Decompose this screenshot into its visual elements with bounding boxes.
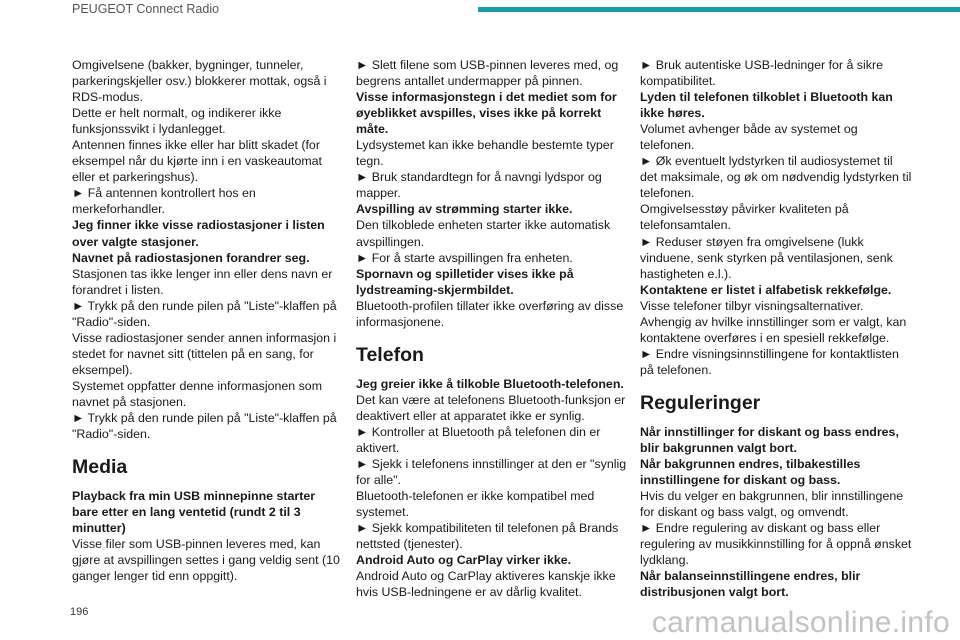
text-column-1 — [72, 57, 344, 584]
problem-statement: Spornavn og spilletider vises ikke på lydstreaming-skjermbildet. — [356, 266, 574, 297]
problem-statement: Kontaktene er listet i alfabetisk rekkefølge. — [640, 282, 892, 297]
paragraph: Stasjonen tas ikke lenger inn eller dens navn er forandret i listen. — [72, 266, 333, 297]
paragraph: Antennen finnes ikke eller har blitt skadet (for eksempel når du kjørte inn i en vaskeautomat eller et parkeringshus). — [72, 138, 323, 185]
page-number: 196 — [70, 606, 89, 618]
paragraph: Systemet oppfatter denne informasjonen som navnet på stasjonen. — [72, 378, 323, 409]
paragraph: Bluetooth-telefonen er ikke kompatibel med systemet. — [356, 489, 595, 520]
section-heading: Reguleringer — [640, 391, 761, 414]
paragraph: ► Sjekk kompatibiliteten til telefonen på Brands nettsted (tjenester). — [356, 521, 619, 552]
text-column-3 — [640, 57, 912, 600]
paragraph: ► For å starte avspillingen fra enheten. — [356, 250, 573, 265]
paragraph: ► Øk eventuelt lydstyrken til audiosystemet til det maksimale, og øk om nødvendig lydstyrken til telefonen. — [640, 154, 912, 201]
problem-statement: Når balanseinnstillingene endres, blir distribusjonen valgt bort. — [640, 569, 861, 600]
watermark: carmanualsonline.info — [651, 606, 950, 639]
paragraph: Lydsystemet kan ikke behandle bestemte typer tegn. — [356, 138, 614, 169]
paragraph: ► Bruk standardtegn for å navngi lydspor og mapper. — [356, 170, 602, 201]
paragraph: ► Slett filene som USB-pinnen leveres med, og begrens antallet undermapper på pinnen. — [356, 58, 619, 89]
paragraph: ► Trykk på den runde pilen på "Liste"-klaffen på "Radio"-siden. — [72, 411, 337, 442]
paragraph: Omgivelsene (bakker, bygninger, tunneler, parkeringskjeller osv.) blokkerer mottak, også i RDS-modus. — [72, 58, 327, 105]
problem-statement: Avspilling av strømming starter ikke. — [356, 202, 573, 217]
paragraph: ► Få antennen kontrollert hos en merkeforhandler. — [72, 186, 256, 217]
section-heading: Media — [72, 456, 128, 479]
paragraph: Det kan være at telefonens Bluetooth-funksjon er deaktivert eller at apparatet ikke er synlig. — [356, 392, 626, 423]
problem-statement: Visse informasjonstegn i det mediet som for øyeblikket avspilles, vises ikke på korrekt måte. — [356, 90, 617, 137]
text-column-2 — [356, 57, 628, 600]
problem-statement: Playback fra min USB minnepinne starter bare etter en lang ventetid (rundt 2 til 3 minutter) — [72, 489, 316, 536]
paragraph: Android Auto og CarPlay aktiveres kanskje ikke hvis USB-ledningene er av dårlig kvalitet. — [356, 569, 616, 600]
problem-statement: Jeg finner ikke visse radiostasjoner i listen over valgte stasjoner. — [72, 218, 325, 249]
paragraph: Volumet avhenger både av systemet og telefonen. — [640, 122, 858, 153]
paragraph: ► Reduser støyen fra omgivelsene (lukk vinduene, senk styrken på ventilasjonen, senk hastigheten e.l.). — [640, 234, 893, 281]
problem-statement: Når innstillinger for diskant og bass endres, blir bakgrunnen valgt bort. — [640, 424, 899, 455]
problem-statement: Når bakgrunnen endres, tilbakestilles innstillingene for diskant og bass. — [640, 457, 861, 488]
paragraph: Omgivelsesstøy påvirker kvaliteten på telefonsamtalen. — [640, 202, 849, 233]
paragraph: ► Kontroller at Bluetooth på telefonen din er aktivert. — [356, 424, 601, 455]
paragraph: Bluetooth-profilen tillater ikke overføring av disse informasjonene. — [356, 298, 624, 329]
header-accent-bar — [478, 7, 960, 12]
paragraph: ► Trykk på den runde pilen på "Liste"-klaffen på "Radio"-siden. — [72, 298, 337, 329]
section-heading: Telefon — [356, 343, 424, 366]
paragraph: ► Endre visningsinnstillingene for kontaktlisten på telefonen. — [640, 346, 899, 377]
paragraph: ► Bruk autentiske USB-ledninger for å sikre kompatibilitet. — [640, 58, 883, 89]
problem-statement: Android Auto og CarPlay virker ikke. — [356, 553, 572, 568]
paragraph: Den tilkoblede enheten starter ikke automatisk avspillingen. — [356, 218, 611, 249]
paragraph: Dette er helt normalt, og indikerer ikke funksjonssvikt i lydanlegget. — [72, 106, 282, 137]
paragraph: ► Endre regulering av diskant og bass eller regulering av musikkinnstilling for å oppnå ønsket lydklang. — [640, 521, 912, 568]
running-header-title: PEUGEOT Connect Radio — [72, 2, 220, 16]
problem-statement: Navnet på radiostasjonen forandrer seg. — [72, 250, 310, 265]
paragraph: Visse radiostasjoner sender annen informasjon i stedet for navnet sitt (tittelen på en sang, for eksempel). — [72, 330, 337, 377]
paragraph: Hvis du velger en bakgrunnen, blir innstillingene for diskant og bass valgt, og omvendt. — [640, 489, 904, 520]
paragraph: ► Sjekk i telefonens innstillinger at den er "synlig for alle". — [356, 457, 627, 488]
problem-statement: Lyden til telefonen tilkoblet i Bluetooth kan ikke høres. — [640, 90, 893, 121]
paragraph: Visse filer som USB-pinnen leveres med, kan gjøre at avspillingen settes i gang veldig sent (10 ganger lenger tid enn oppgitt). — [72, 537, 340, 584]
problem-statement: Jeg greier ikke å tilkoble Bluetooth-telefonen. — [356, 376, 624, 391]
paragraph: Visse telefoner tilbyr visningsalternativer. Avhengig av hvilke innstillinger som er valgt, kan kontaktene overføres i en spesiell rekkefølge. — [640, 298, 907, 345]
